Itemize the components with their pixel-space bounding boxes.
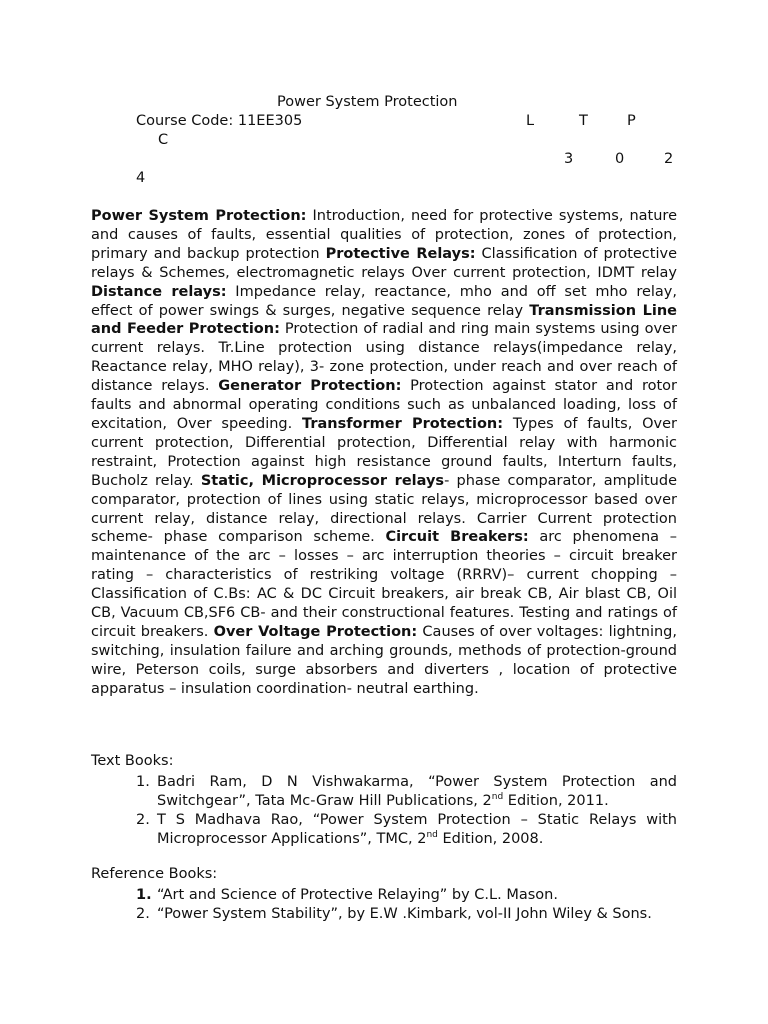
syllabus-topic-heading: Transformer Protection: bbox=[302, 415, 504, 432]
syllabus-topic-heading: Generator Protection: bbox=[218, 378, 402, 395]
list-item-number: 1. bbox=[136, 887, 152, 903]
credit-val-p: 2 bbox=[664, 151, 674, 167]
list-item bbox=[91, 886, 677, 905]
book-citation-tail: Edition, 2011. bbox=[503, 793, 609, 809]
ordinal-suffix: nd bbox=[426, 830, 438, 841]
book-citation: “Power System Stability”, by E.W .Kimbark, vol-II John Wiley & Sons. bbox=[157, 906, 652, 922]
credit-col-t: T bbox=[579, 113, 588, 129]
syllabus-topic-heading: Transmission Line and Feeder Protection: bbox=[91, 302, 677, 338]
syllabus-topic-heading: Protective Relays: bbox=[325, 245, 476, 262]
book-citation: “Art and Science of Protective Relaying” by C.L. Mason. bbox=[157, 887, 558, 903]
credit-val-l: 3 bbox=[564, 151, 574, 167]
credit-col-l: L bbox=[526, 113, 535, 129]
syllabus-topic-text: Protection of radial and ring main systems using over current relays. Tr.Line protection using distance relays(impedance relay, Reactance relay, MHO relay), 3- zone protection, under reach and over reach of distance relays. bbox=[91, 321, 677, 395]
syllabus-topic-text: Impedance relay, reactance, mho and off set mho relay, effect of power swings & surges, negative sequence relay bbox=[91, 283, 677, 319]
text-books-list bbox=[91, 773, 677, 849]
list-item bbox=[91, 905, 677, 924]
syllabus-topic-text: Protection against stator and rotor faults and abnormal operating conditions such as unbalanced loading, loss of excitation, Over speeding. bbox=[91, 378, 677, 432]
text-books-heading: Text Books: bbox=[91, 753, 174, 769]
course-header bbox=[136, 113, 696, 193]
document-title: Power System Protection bbox=[277, 94, 458, 110]
book-citation: Badri Ram, D N Vishwakarma, “Power System Protection and Switchgear”, Tata Mc-Graw Hill Publications, 2 bbox=[157, 774, 677, 809]
syllabus-topic-text: arc phenomena – maintenance of the arc – losses – arc interruption theories – circuit breaker rating – characteristics of restriking voltage (RRRV)– current chopping – Classification of C.Bs: AC & DC Circuit breakers, air break CB, Air blast CB, Oil CB, Vacuum CB,SF6 CB- and their constructional features. Testing and ratings of circuit breakers. bbox=[91, 529, 678, 640]
syllabus-topic-heading: Over Voltage Protection: bbox=[213, 623, 418, 640]
book-citation-tail: Edition, 2008. bbox=[437, 831, 544, 847]
list-item-number: 2. bbox=[136, 812, 150, 828]
list-item-number: 2. bbox=[136, 906, 150, 922]
list-item-number: 1. bbox=[136, 774, 150, 790]
syllabus-paragraph bbox=[91, 207, 677, 699]
syllabus-topic-heading: Power System Protection: bbox=[91, 208, 307, 224]
syllabus-topic-text: Classification of protective relays & Schemes, electromagnetic relays Over current protection, IDMT relay bbox=[91, 245, 677, 281]
list-item bbox=[91, 811, 677, 849]
reference-books-heading: Reference Books: bbox=[91, 866, 218, 882]
syllabus-topic-heading: Circuit Breakers: bbox=[385, 529, 529, 546]
syllabus-topic-text: Causes of over voltages: lightning, switching, insulation failure and arching grounds, methods of protection-ground wire, Peterson coils, surge absorbers and diverters , location of protective apparatus – insulation coordination- neutral earthing. bbox=[91, 623, 677, 697]
list-item bbox=[91, 773, 677, 811]
course-code: Course Code: 11EE305 bbox=[136, 113, 303, 129]
syllabus-topic-heading: Static, Microprocessor relays bbox=[200, 472, 445, 489]
credit-val-t: 0 bbox=[615, 151, 625, 167]
syllabus-topic-text: - phase comparator, amplitude comparator, protection of lines using static relays, microprocessor based over current relay, distance relay, directional relays. Carrier Current protection scheme- phase comparison scheme. bbox=[91, 472, 677, 546]
syllabus-topic-heading: Distance relays: bbox=[91, 283, 227, 300]
credit-col-c: C bbox=[158, 132, 169, 148]
syllabus-topic-text: Types of faults, Over current protection, Differential protection, Differential relay with harmonic restraint, Protection against high resistance ground faults, Interturn faults, Bucholz relay. bbox=[91, 415, 677, 489]
book-citation: T S Madhava Rao, “Power System Protection – Static Relays with Microprocessor Applications”, TMC, 2 bbox=[157, 812, 677, 847]
reference-books-list bbox=[91, 886, 677, 924]
ordinal-suffix: nd bbox=[491, 792, 504, 803]
credit-col-p: P bbox=[627, 113, 636, 129]
credit-val-c: 4 bbox=[136, 170, 146, 186]
syllabus-topic-text: Introduction, need for protective systems, nature and causes of faults, essential qualities of protection, zones of protection, primary and backup protection bbox=[91, 208, 677, 262]
